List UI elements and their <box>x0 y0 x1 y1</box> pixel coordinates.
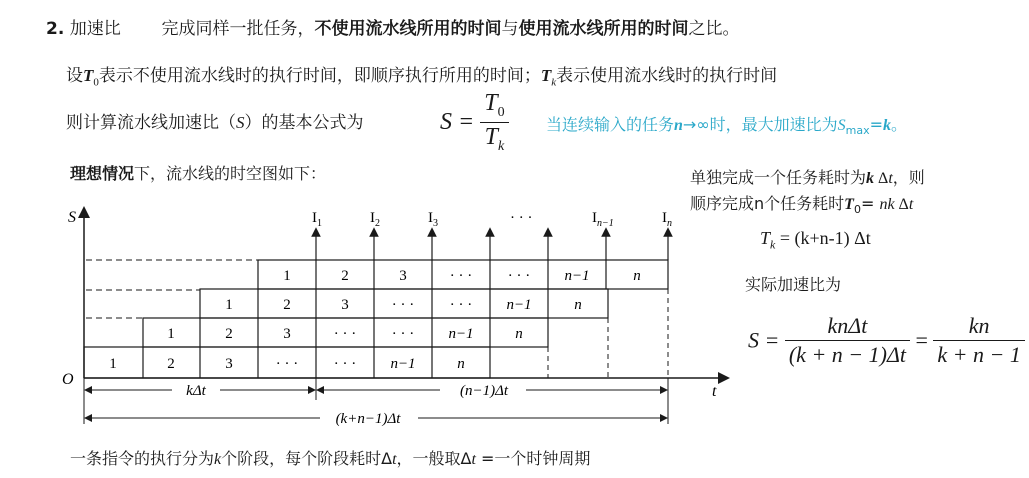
definition-post: 之比。 <box>688 19 740 39</box>
tk-formula: $T_k = (k+n-1)$ Δt <box>760 228 871 252</box>
section-number: 2. <box>46 19 65 39</box>
row3-cell: · · · <box>391 297 415 313</box>
row4-cell: · · · <box>449 268 473 284</box>
instruction-label-n: $I_n$ <box>662 210 672 229</box>
row1-cell: n <box>457 356 465 372</box>
row4-cell: 1 <box>283 268 291 284</box>
row4-cell: n <box>633 268 641 284</box>
row3-cell: 2 <box>283 297 291 313</box>
row2-cell: · · · <box>391 326 415 342</box>
row2-cell: 2 <box>225 326 233 342</box>
side-line-1: 单独完成一个任务耗时为k Δt，则 <box>690 168 925 187</box>
instruction-label-n-1: $I_{n-1}$ <box>592 210 614 229</box>
instruction-label-3: $I_3$ <box>428 210 438 229</box>
row4-cell: 3 <box>399 268 407 284</box>
actual-speedup-formula: S = $\frac{\text{knΔt}}{(k + n - 1)\Delta t}$ = $\frac{kn}{k + n - 1}$ <box>748 313 1025 368</box>
origin-label: O <box>62 371 74 388</box>
speedup-formula-line: 则计算流水线加速比（S）的基本公式为 <box>66 113 364 133</box>
side-line-2: 顺序完成n个任务耗时$T_0=$ nk Δt <box>690 194 914 217</box>
row3-cell: n−1 <box>506 297 532 313</box>
row1-cell: · · · <box>333 356 357 372</box>
row1-cell: n−1 <box>390 356 416 372</box>
section-title: 加速比 <box>69 19 121 39</box>
max-speedup-note: 当连续输入的任务n→∞时，最大加速比为$S_{max}=k$。 <box>546 115 908 138</box>
row2-cell: 1 <box>167 326 175 342</box>
ideal-case-caption: 理想情况下，流水线的时空图如下： <box>70 164 327 183</box>
row2-cell: n−1 <box>448 326 474 342</box>
bottom-note: 一条指令的执行分为k个阶段，每个阶段耗时Δt，一般取Δt =一个时钟周期 <box>70 449 591 468</box>
dimension-k-label: kΔt <box>186 383 206 399</box>
actual-speedup-label: 实际加速比为 <box>745 275 842 294</box>
definition-mid: 与 <box>501 19 519 39</box>
definition-bold-1: 不使用流水线所用的时间 <box>314 19 502 39</box>
row1-cell: 3 <box>225 356 233 372</box>
row3-cell: n <box>574 297 582 313</box>
dimension-n-1-label: (n−1)Δt <box>459 383 509 399</box>
t0-tk-definition: 设$T_0$表示不使用流水线时的执行时间，即顺序执行所用的时间；$T_k$表示使用流水线时的执行时间 <box>66 66 778 89</box>
s-axis-label: S <box>68 209 76 226</box>
instruction-label-dots: · · · <box>510 210 533 226</box>
definition-pre: 完成同样一批任务， <box>161 19 315 39</box>
instruction-label-1: $I_1$ <box>312 210 322 229</box>
row1-cell: 1 <box>109 356 117 372</box>
row2-cell: 3 <box>283 326 291 342</box>
t0-symbol: T <box>83 66 94 85</box>
row1-cell: 2 <box>167 356 175 372</box>
tk-symbol: T <box>540 66 552 85</box>
row3-cell: · · · <box>449 297 473 313</box>
row4-cell: 2 <box>341 268 349 284</box>
speedup-formula: S = $\frac{T_0}{T_k}$ <box>440 90 509 155</box>
row3-cell: 3 <box>341 297 349 313</box>
row1-cell: · · · <box>275 356 299 372</box>
row4-cell: n−1 <box>564 268 590 284</box>
row2-cell: n <box>515 326 523 342</box>
t-axis-label: t <box>712 383 717 400</box>
row3-cell: 1 <box>225 297 233 313</box>
definition-bold-2: 使用流水线所用的时间 <box>518 19 689 39</box>
dimension-k-n-1-label: (k+n−1)Δt <box>335 411 401 427</box>
row4-cell: · · · <box>507 268 531 284</box>
row2-cell: · · · <box>333 326 357 342</box>
instruction-label-2: $I_2$ <box>370 210 380 229</box>
